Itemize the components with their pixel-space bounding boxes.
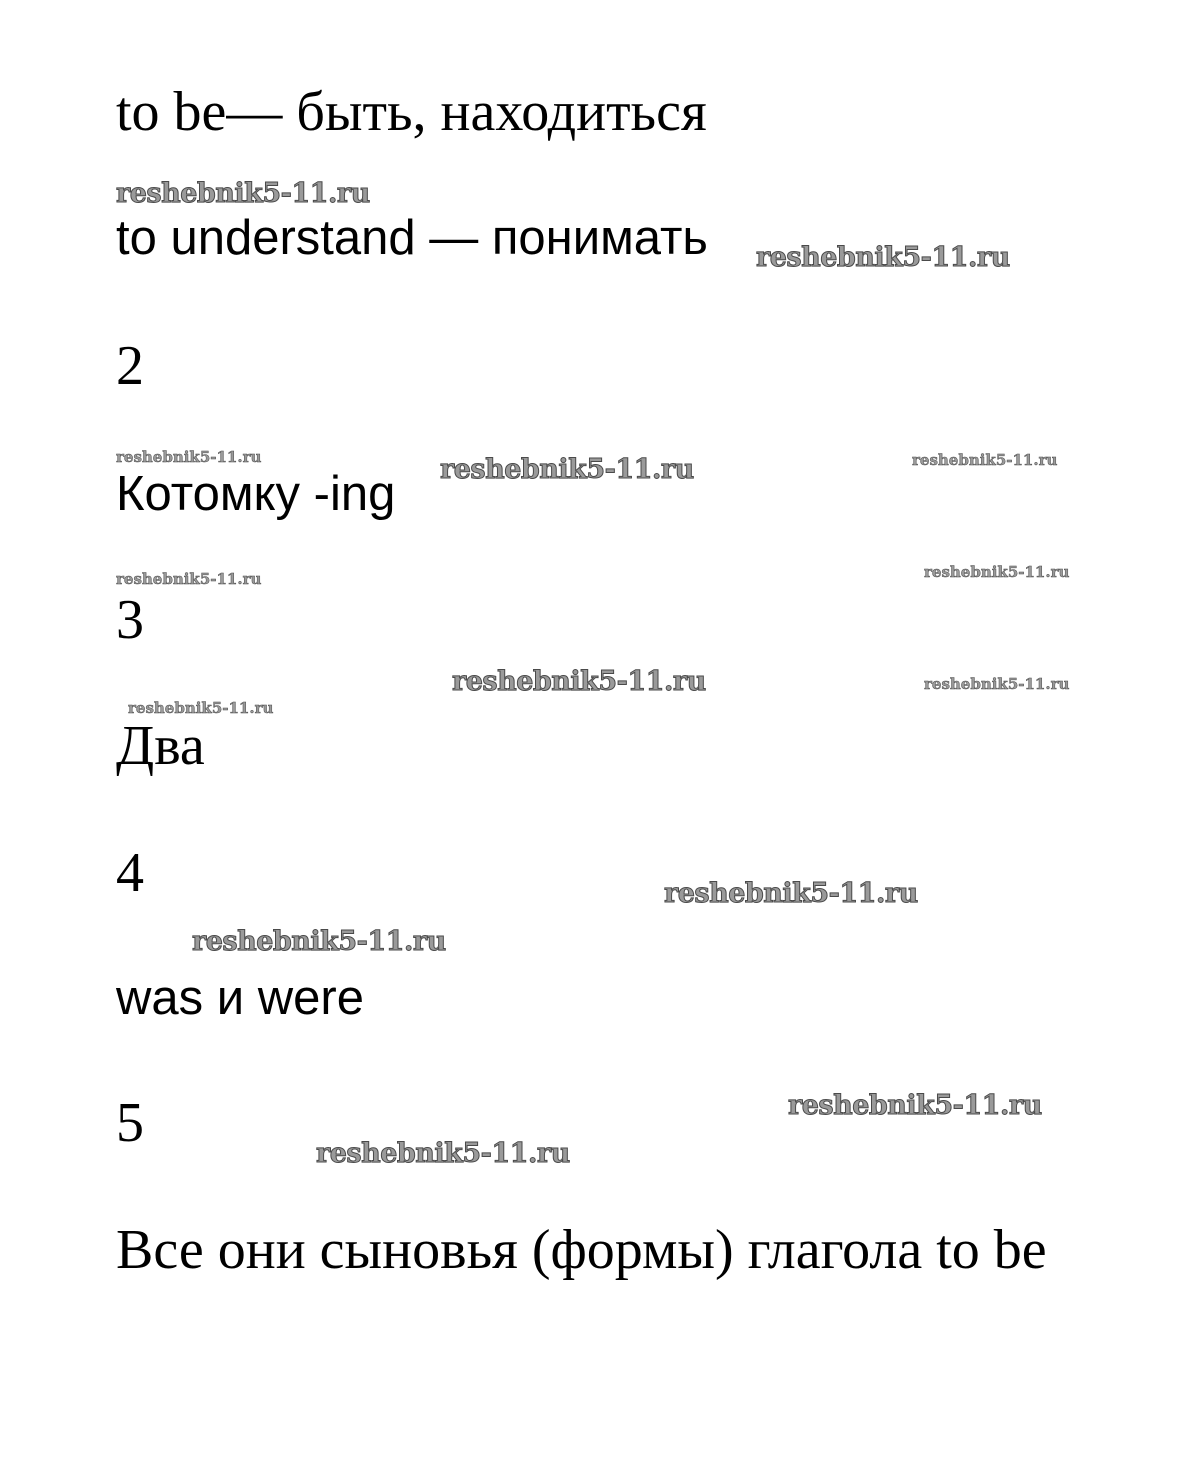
- watermark: reshebnik5-11.ru: [192, 926, 446, 957]
- text-line-dva: Два: [116, 715, 205, 777]
- answer-number-5: 5: [116, 1092, 144, 1154]
- answer-number-4: 4: [116, 842, 144, 904]
- watermark: reshebnik5-11.ru: [116, 178, 370, 209]
- answer-number-2: 2: [116, 335, 144, 397]
- watermark: reshebnik5-11.ru: [924, 563, 1070, 581]
- watermark: reshebnik5-11.ru: [912, 451, 1058, 469]
- watermark: reshebnik5-11.ru: [440, 454, 694, 485]
- watermark: reshebnik5-11.ru: [128, 699, 274, 717]
- watermark: reshebnik5-11.ru: [756, 242, 1010, 273]
- watermark: reshebnik5-11.ru: [924, 675, 1070, 693]
- text-line-to-understand: to understand — понимать: [116, 211, 708, 265]
- watermark: reshebnik5-11.ru: [116, 570, 262, 588]
- watermark: reshebnik5-11.ru: [116, 448, 262, 466]
- text-line-forms-of-to-be: Все они сыновья (формы) глагола to be: [116, 1219, 1047, 1281]
- watermark: reshebnik5-11.ru: [788, 1090, 1042, 1121]
- watermark: reshebnik5-11.ru: [452, 666, 706, 697]
- text-line-was-were: was и were: [116, 971, 364, 1025]
- watermark: reshebnik5-11.ru: [664, 878, 918, 909]
- text-line-to-be: to be— быть, находиться: [116, 81, 707, 143]
- watermark: reshebnik5-11.ru: [316, 1138, 570, 1169]
- answer-number-3: 3: [116, 589, 144, 651]
- text-line-kotomku: Котомку -ing: [116, 467, 396, 521]
